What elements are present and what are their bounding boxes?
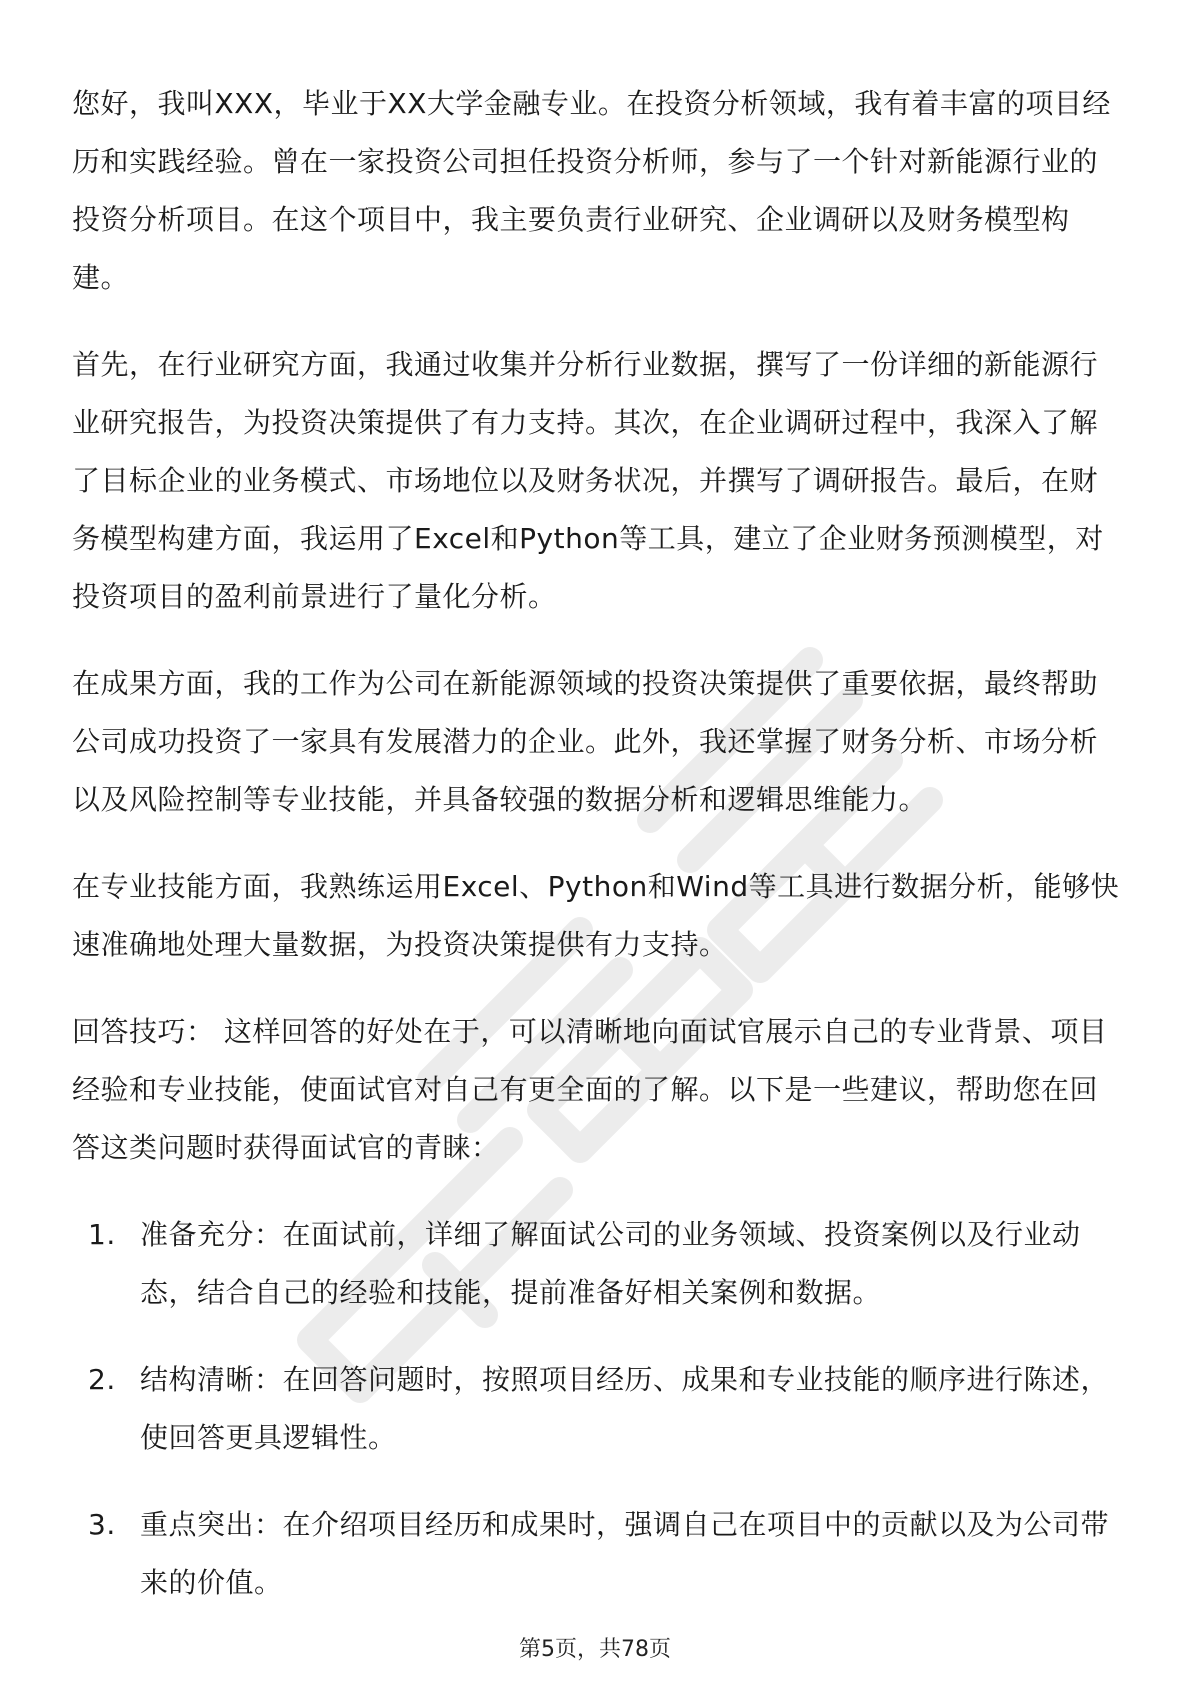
document-body <box>72 75 1122 1641</box>
page-number-footer: 第5页，共78页 <box>519 1637 671 1662</box>
list-item <box>72 1206 1122 1322</box>
skills-paragraph: 在专业技能方面，我熟练运用Excel、Python和Wind等工具进行数据分析，能够快速准确地处理大量数据，为投资决策提供有力支持。 <box>72 870 1120 961</box>
tips-list <box>72 1206 1122 1612</box>
answer-tips-paragraph: 回答技巧： 这样回答的好处在于，可以清晰地向面试官展示自己的专业背景、项目经验和专业技能，使面试官对自己有更全面的了解。以下是一些建议，帮助您在回答这类问题时获得面试官的青睐： <box>72 1015 1108 1164</box>
list-item <box>72 1351 1122 1467</box>
intro-paragraph: 您好，我叫XXX，毕业于XX大学金融专业。在投资分析领域，我有着丰富的项目经历和实践经验。曾在一家投资公司担任投资分析师，参与了一个针对新能源行业的投资分析项目。在这个项目中，我主要负责行业研究、企业调研以及财务模型构建。 <box>72 87 1111 294</box>
list-item <box>72 1496 1122 1612</box>
list-item-number: 1. <box>88 1218 116 1251</box>
results-paragraph: 在成果方面，我的工作为公司在新能源领域的投资决策提供了重要依据，最终帮助公司成功投资了一家具有发展潜力的企业。此外，我还掌握了财务分析、市场分析以及风险控制等专业技能，并具备较强的数据分析和逻辑思维能力。 <box>72 667 1099 816</box>
list-item-text: 准备充分：在面试前，详细了解面试公司的业务领域、投资案例以及行业动态，结合自己的经验和技能，提前准备好相关案例和数据。 <box>140 1218 1081 1309</box>
list-item-number: 3. <box>88 1508 116 1541</box>
industry-research-paragraph: 首先，在行业研究方面，我通过收集并分析行业数据，撰写了一份详细的新能源行业研究报告，为投资决策提供了有力支持。其次，在企业调研过程中，我深入了解了目标企业的业务模式、市场地位以及财务状况，并撰写了调研报告。最后，在财务模型构建方面，我运用了Excel和Python等工具，建立了企业财务预测模型，对投资项目的盈利前景进行了量化分析。 <box>72 348 1104 613</box>
list-item-number: 2. <box>88 1363 116 1396</box>
list-item-text: 结构清晰：在回答问题时，按照项目经历、成果和专业技能的顺序进行陈述，使回答更具逻辑性。 <box>140 1363 1110 1454</box>
list-item-text: 重点突出：在介绍项目经历和成果时，强调自己在项目中的贡献以及为公司带来的价值。 <box>140 1508 1110 1599</box>
